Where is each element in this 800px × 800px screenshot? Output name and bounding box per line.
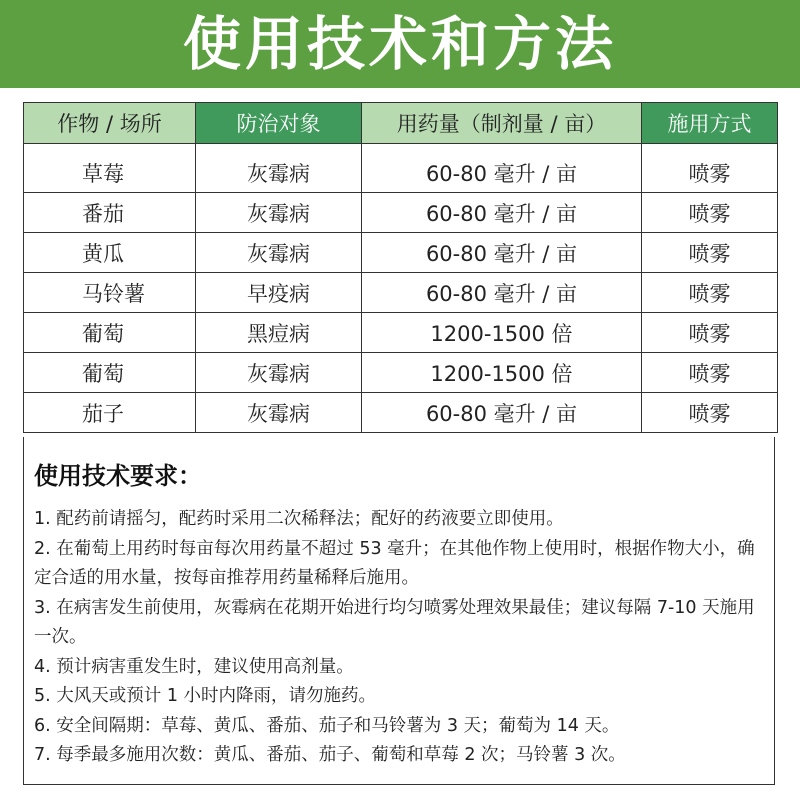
cell-method: 喷雾	[642, 353, 778, 393]
cell-target: 灰霉病	[196, 393, 362, 433]
cell-crop: 黄瓜	[24, 233, 196, 273]
table-row	[24, 393, 778, 433]
cell-method: 喷雾	[642, 273, 778, 313]
cell-method: 喷雾	[642, 144, 778, 193]
cell-crop: 茄子	[24, 393, 196, 433]
cell-method: 喷雾	[642, 313, 778, 353]
cell-crop: 葡萄	[24, 353, 196, 393]
cell-crop: 葡萄	[24, 313, 196, 353]
requirement-item: 6. 安全间隔期：草莓、黄瓜、番茄、茄子和马铃薯为 3 天；葡萄为 14 天。	[34, 715, 620, 736]
cell-crop: 马铃薯	[24, 273, 196, 313]
header-target: 防治对象	[196, 103, 362, 144]
cell-target: 早疫病	[196, 273, 362, 313]
requirement-item: 2. 在葡萄上用药时每亩每次用药量不超过 53 毫升；在其他作物上使用时，根据作物大小，确定合适的用水量，按每亩推荐用药量稀释后施用。	[34, 538, 755, 588]
cell-target: 灰霉病	[196, 353, 362, 393]
requirement-item: 7. 每季最多施用次数：黄瓜、番茄、茄子、葡萄和草莓 2 次；马铃薯 3 次。	[34, 745, 626, 765]
table-row	[24, 273, 778, 313]
cell-dosage: 60-80 毫升 / 亩	[362, 393, 642, 433]
requirement-item: 5. 大风天或预计 1 小时内降雨，请勿施药。	[34, 686, 377, 706]
cell-target: 灰霉病	[196, 144, 362, 193]
usage-requirements-box	[23, 437, 775, 785]
usage-table-wrapper	[23, 102, 777, 433]
table-row	[24, 144, 778, 193]
cell-target: 灰霉病	[196, 233, 362, 273]
cell-method: 喷雾	[642, 233, 778, 273]
table-row	[24, 353, 778, 393]
table-row	[24, 193, 778, 233]
table-header-row	[24, 103, 778, 144]
requirement-item: 3. 在病害发生前使用，灰霉病在花期开始进行均匀喷雾处理效果最佳；建议每隔 7-10 天施用一次。	[34, 597, 755, 647]
cell-method: 喷雾	[642, 193, 778, 233]
title-banner	[0, 0, 800, 88]
cell-dosage: 60-80 毫升 / 亩	[362, 193, 642, 233]
cell-target: 灰霉病	[196, 193, 362, 233]
requirement-item: 1. 配药前请摇匀，配药时采用二次稀释法；配好的药液要立即使用。	[34, 509, 564, 529]
cell-target: 黑痘病	[196, 313, 362, 353]
header-method: 施用方式	[642, 103, 778, 144]
cell-dosage: 60-80 毫升 / 亩	[362, 144, 642, 193]
page-title: 使用技术和方法	[182, 10, 617, 78]
header-crop: 作物 / 场所	[24, 103, 196, 144]
cell-dosage: 60-80 毫升 / 亩	[362, 233, 642, 273]
cell-dosage: 60-80 毫升 / 亩	[362, 273, 642, 313]
cell-crop: 草莓	[24, 144, 196, 193]
cell-dosage: 1200-1500 倍	[362, 353, 642, 393]
requirement-item: 4. 预计病害重发生时，建议使用高剂量。	[34, 656, 354, 677]
requirements-list	[32, 505, 766, 771]
requirements-heading: 使用技术要求：	[34, 462, 202, 490]
table-row	[24, 313, 778, 353]
cell-dosage: 1200-1500 倍	[362, 313, 642, 353]
table-row	[24, 233, 778, 273]
cell-crop: 番茄	[24, 193, 196, 233]
header-dosage: 用药量（制剂量 / 亩）	[362, 103, 642, 144]
usage-table	[23, 102, 778, 433]
cell-method: 喷雾	[642, 393, 778, 433]
